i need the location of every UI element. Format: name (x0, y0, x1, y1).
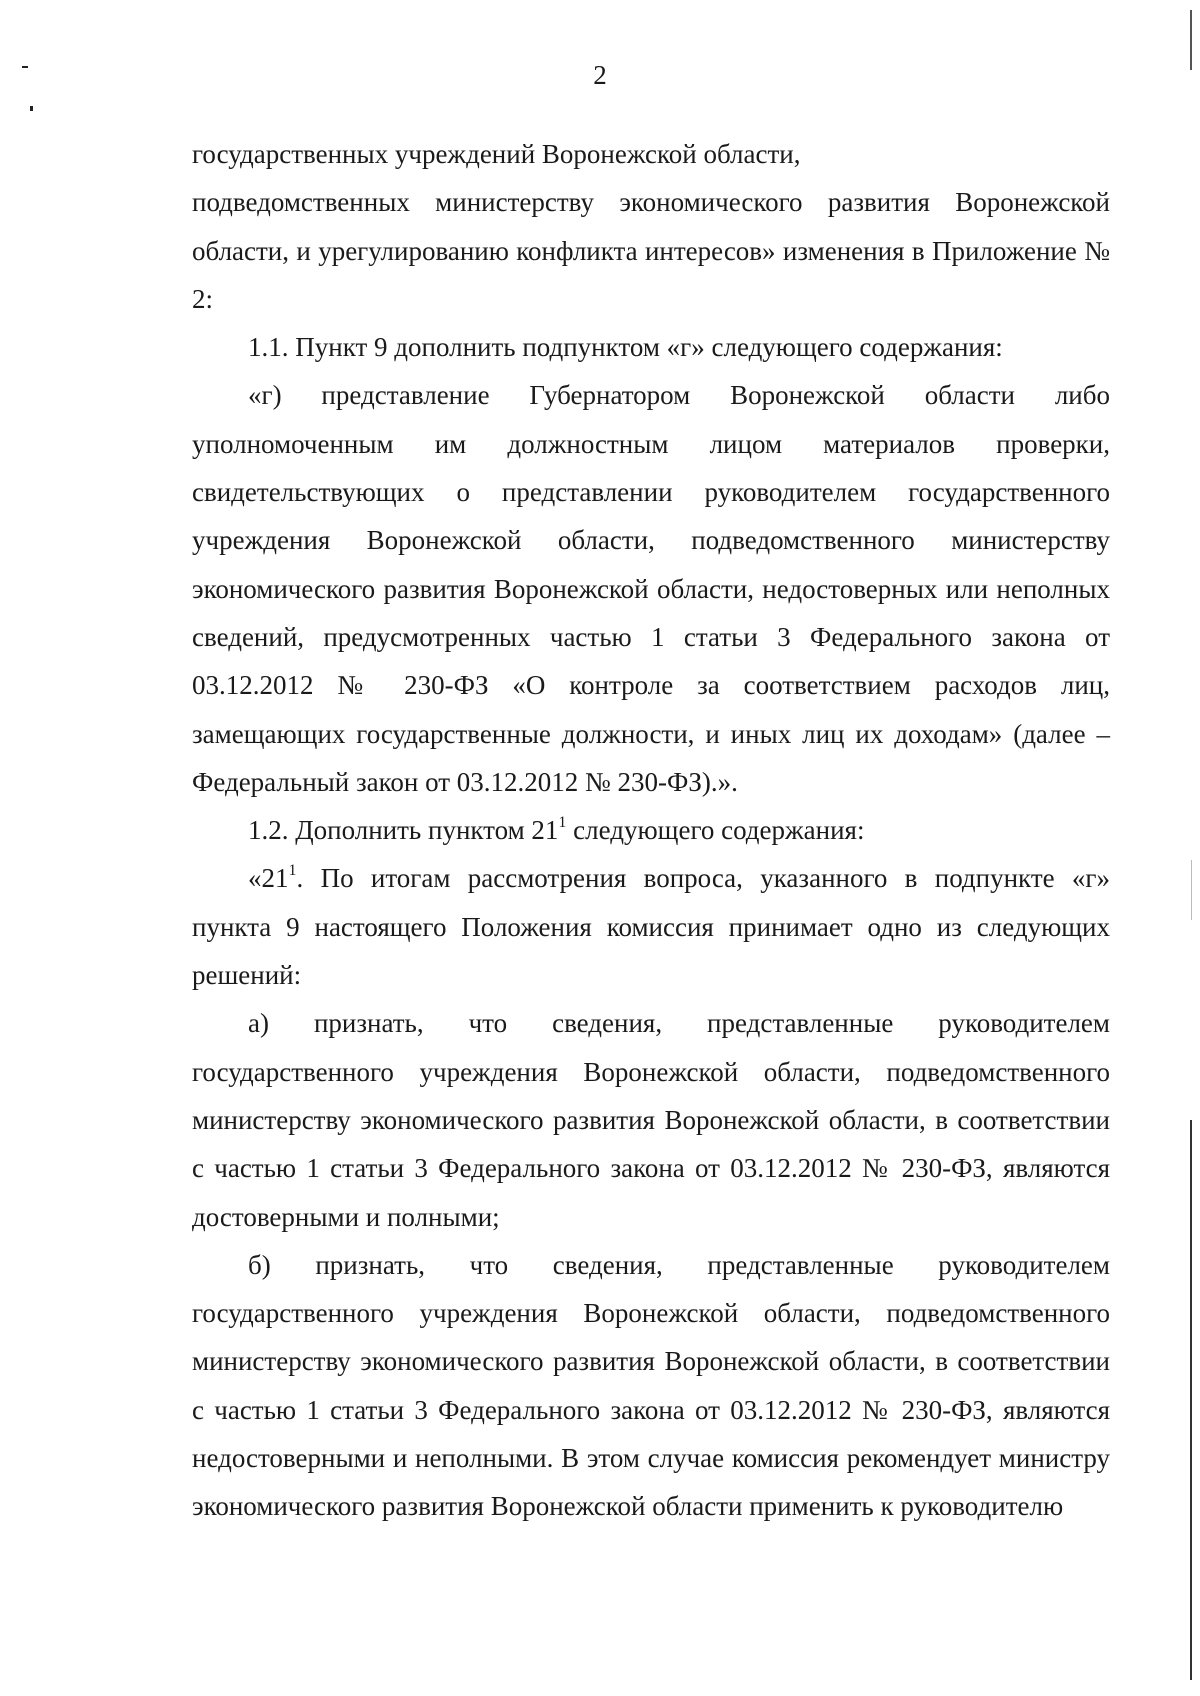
paragraph-1-1: 1.1. Пункт 9 дополнить подпунктом «г» следующего содержания: (248, 332, 1003, 363)
page-number: 2 (593, 60, 607, 90)
paragraph-subitem-b: б) признать, что сведения, представленные руководителем государственного учреждения Воронежской области, подведомственного министерству экономического развития Воронежской области, в соответствии с частью 1 статьи 3 Федерального закона от 03.12.2012 № 230-ФЗ, являются недостоверными и неполными. В этом случае комиссия рекомендует министру экономического развития Воронежской области применить к руководителю (192, 1249, 1110, 1522)
scan-artifact-dot (30, 106, 33, 111)
paragraph-item-21-1-superscript: 1 (288, 862, 297, 880)
paragraph-subitem-g: «г) представление Губернатором Воронежской области либо уполномоченным им должностным лицом материалов проверки, свидетельствующих о представлении руководителем государственного учреждения Воронежской области, подведомственного министерству экономического развития Воронежской области, недостоверных или неполных сведений, предусмотренных частью 1 статьи 3 Федерального закона от 03.12.2012 № 230-ФЗ «О контроле за соответствием расходов лиц, замещающих государственные должности, и иных лиц их доходам» (далее – Федеральный закон от 03.12.2012 № 230-ФЗ).». (192, 380, 1110, 797)
paragraph-item-21-1-text-a: «21 (248, 863, 289, 894)
paragraph-1-2 (192, 806, 1110, 854)
scan-right-edge-top (1190, 10, 1192, 70)
paragraph-1-2-text-a: 1.2. Дополнить пунктом 21 (248, 815, 559, 846)
paragraph-1-2-superscript: 1 (558, 814, 567, 832)
paragraph-item-21-1-text-b: . По итогам рассмотрения вопроса, указанного в подпункте «г» пункта 9 настоящего Положения комиссия принимает одно из следующих решений: (192, 863, 1110, 991)
document-body (192, 130, 1110, 1531)
scan-right-edge-bottom (1190, 1120, 1192, 1680)
paragraph-continuation: подведомственных министерству экономического развития Воронежской области, и урегулированию конфликта интересов» изменения в Приложение № 2: (192, 187, 1110, 314)
paragraph-subitem-a: а) признать, что сведения, представленные руководителем государственного учреждения Воронежской области, подведомственного министерству экономического развития Воронежской области, в соответствии с частью 1 статьи 3 Федерального закона от 03.12.2012 № 230-ФЗ, являются достоверными и полными; (192, 1008, 1110, 1232)
paragraph-continuation-line1: государственных учреждений Воронежской области, (192, 139, 801, 169)
paragraph-1-2-text-b: следующего содержания: (566, 815, 865, 846)
scan-right-edge-mid (1191, 860, 1192, 920)
paragraph-item-21-1 (192, 854, 1110, 999)
